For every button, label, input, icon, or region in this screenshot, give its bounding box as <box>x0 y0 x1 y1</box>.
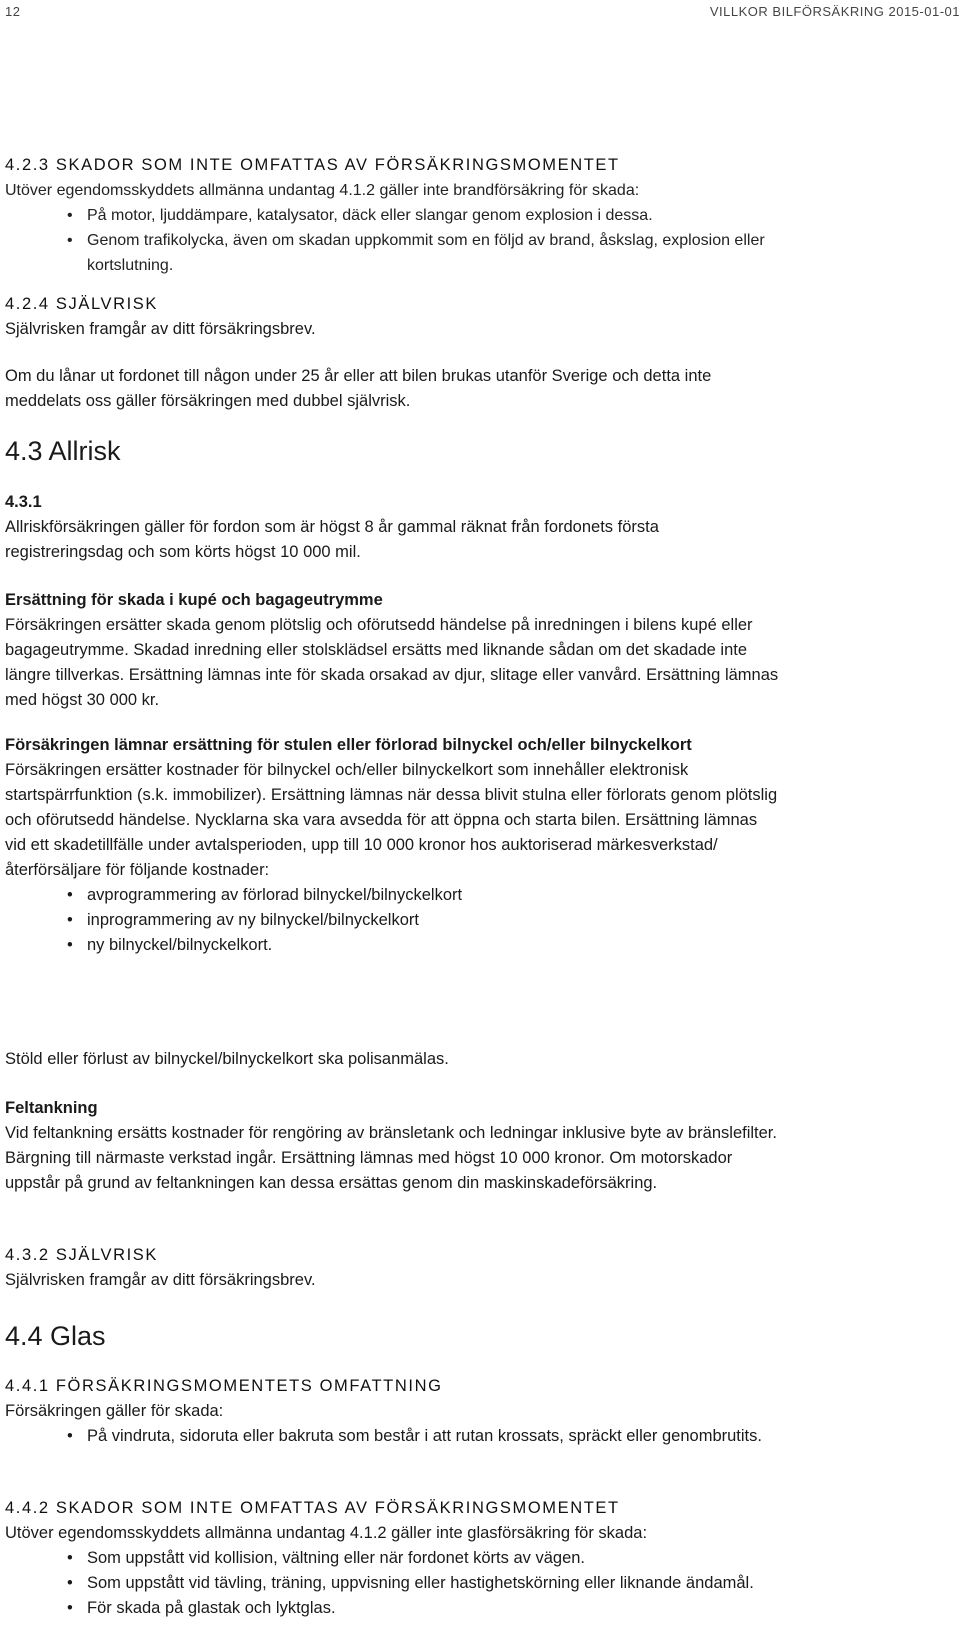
list-item: • ny bilnyckel/bilnyckelkort. <box>5 933 780 958</box>
list-item: • För skada på glastak och lyktglas. <box>5 1596 780 1621</box>
list-item: • Som uppstått vid kollision, vältning eller när fordonet körts av vägen. <box>5 1546 780 1571</box>
section-4-2-4 <box>5 292 950 342</box>
list-item: • Genom trafikolycka, även om skadan uppkommit som en följd av brand, åskslag, explosion eller kortslutning. <box>5 228 950 278</box>
section-title: 4.3.2 SJÄLVRISK <box>5 1246 159 1264</box>
section-text: Allriskförsäkringen gäller för fordon som är högst 8 år gammal räknat från fordonets första registreringsdag och som körts högst 10 000 mil. <box>5 518 659 561</box>
list-item: • Som uppstått vid tävling, träning, uppvisning eller hastighetskörning eller liknande ändamål. <box>5 1571 780 1596</box>
section-title: 4.2.3 SKADOR SOM INTE OMFATTAS AV FÖRSÄKRINGSMOMENTET <box>5 156 620 174</box>
police-report-note: Stöld eller förlust av bilnyckel/bilnyckelkort ska polisanmälas. <box>5 1050 449 1068</box>
section-title: 4.4.1 FÖRSÄKRINGSMOMENTETS OMFATTNING <box>5 1377 443 1395</box>
document-title: VILLKOR BILFÖRSÄKRING 2015-01-01 <box>709 4 960 19</box>
section-car-key <box>5 733 780 958</box>
subsection-text: Försäkringen ersätter kostnader för bilnyckel och/eller bilnyckelkort som innehåller elektronisk startspärrfunktion (s.k. immobilizer). Ersättning lämnas när dessa blivit stulna eller förlorats genom plötslig och oförutsedd händelse. Nycklarna ska vara avsedda för att öppna och starta bilen. Ersättning lämnas vid ett skadetillfälle under avtalsperioden, upp till 10 000 kronor hos auktoriserad märkesverkstad/återförsäljare för följande kostnader: <box>5 761 778 879</box>
subsection-title: Försäkringen lämnar ersättning för stulen eller förlorad bilnyckel och/eller bilnyckelkort <box>5 736 692 754</box>
section-text: Självrisken framgår av ditt försäkringsbrev. <box>5 1271 316 1289</box>
page-number: 12 <box>5 4 21 19</box>
section-4-4-2 <box>5 1496 950 1621</box>
section-misfueling <box>5 1096 780 1196</box>
subsection-text: Försäkringen ersätter skada genom plötslig och oförutsedd händelse på inredningen i bilens kupé eller bagageutrymme. Skadad inredning eller stolsklädsel ersätts med liknande sådan om det skadade inte längre tillverkas. Ersättning lämnas inte för skada orsakad av djur, slitage eller vanvård. Ersättning lämnas med högst 30 000 kr. <box>5 616 779 709</box>
section-4-3-2 <box>5 1243 950 1293</box>
section-heading-allrisk: 4.3 Allrisk <box>5 436 121 466</box>
list-item: • avprogrammering av förlorad bilnyckel/bilnyckelkort <box>5 883 780 908</box>
section-4-2-3 <box>5 153 950 278</box>
subsection-title: Ersättning för skada i kupé och bagageutrymme <box>5 591 383 609</box>
paragraph-double-deductible: Om du lånar ut fordonet till någon under 25 år eller att bilen brukas utanför Sverige och detta inte meddelats oss gäller försäkringen med dubbel självrisk. <box>5 367 712 410</box>
list-item: • På vindruta, sidoruta eller bakruta som består i att rutan krossats, spräckt eller genombrutits. <box>5 1424 770 1449</box>
section-text: Självrisken framgår av ditt försäkringsbrev. <box>5 320 316 338</box>
subsection-text: Vid feltankning ersätts kostnader för rengöring av bränsletank och ledningar inklusive byte av bränslefilter. Bärgning till närmaste verkstad ingår. Ersättning lämnas med högst 10 000 kronor. Om motorskador uppstår på grund av feltankningen kan dessa ersättas genom din maskinskadeförsäkring. <box>5 1124 777 1192</box>
bullet-list <box>5 883 780 958</box>
section-title: 4.2.4 SJÄLVRISK <box>5 295 159 313</box>
section-number: 4.3.1 <box>5 493 42 511</box>
bullet-list <box>5 1546 950 1621</box>
section-heading-glass: 4.4 Glas <box>5 1321 106 1351</box>
section-4-3-1 <box>5 490 950 565</box>
bullet-list <box>5 1424 950 1449</box>
subsection-title: Feltankning <box>5 1099 98 1117</box>
section-4-4-1 <box>5 1374 950 1449</box>
section-intro: Utöver egendomsskyddets allmänna undantag 4.1.2 gäller inte glasförsäkring för skada: <box>5 1524 648 1542</box>
section-kupe <box>5 588 780 713</box>
list-item: • På motor, ljuddämpare, katalysator, däck eller slangar genom explosion i dessa. <box>5 203 950 228</box>
section-title: 4.4.2 SKADOR SOM INTE OMFATTAS AV FÖRSÄKRINGSMOMENTET <box>5 1499 620 1517</box>
list-item: • inprogrammering av ny bilnyckel/bilnyckelkort <box>5 908 780 933</box>
section-intro: Utöver egendomsskyddets allmänna undantag 4.1.2 gäller inte brandförsäkring för skada: <box>5 182 640 199</box>
section-intro: Försäkringen gäller för skada: <box>5 1402 224 1420</box>
bullet-list <box>5 203 950 278</box>
